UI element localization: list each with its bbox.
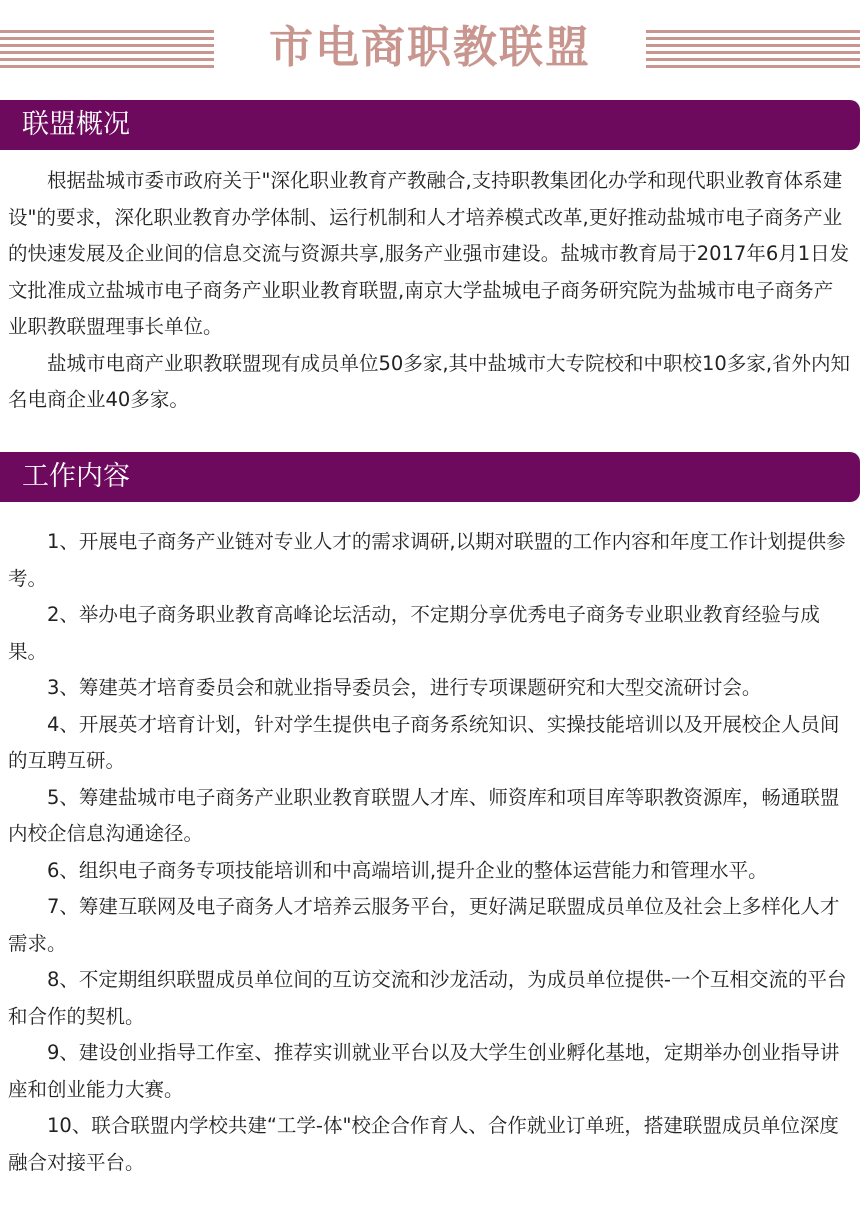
overview-body <box>8 163 852 419</box>
section-heading-work: 工作内容 <box>22 461 130 492</box>
work-item: 3、筹建英才培育委员会和就业指导委员会，进行专项课题研究和大型交流研讨会。 <box>47 676 762 699</box>
work-item: 10、联合联盟内学校共建“工学-体"校企合作育人、合作就业订单班，搭建联盟成员单位深度融合对接平台。 <box>8 1114 839 1174</box>
work-item: 2、举办电子商务职业教育高峰论坛活动，不定期分享优秀电子商务专业职业教育经验与成果。 <box>8 603 820 663</box>
work-item: 6、组织电子商务专项技能培训和中高端培训,提升企业的整体运营能力和管理水平。 <box>47 858 768 882</box>
page-title: 市电商职教联盟 <box>269 22 591 73</box>
work-item: 7、筹建互联网及电子商务人才培养云服务平台，更好满足联盟成员单位及社会上多样化人才需求。 <box>8 895 840 955</box>
work-item: 9、建设创业指导工作室、推荐实训就业平台以及大学生创业孵化基地，定期举办创业指导讲座和创业能力大赛。 <box>8 1041 840 1101</box>
section-heading-overview: 联盟概况 <box>22 109 130 140</box>
overview-paragraph: 盐城市电商产业职教联盟现有成员单位50多家,其中盐城市大专院校和中职校10多家,省外内知名电商企业40多家。 <box>8 351 851 411</box>
overview-paragraph: 根据盐城市委市政府关于"深化职业教育产教融合,支持职教集团化办学和现代职业教育体系建设"的要求，深化职业教育办学体制、运行机制和人才培养模式改革,更好推动盐城市电子商务产业的快速发展及企业间的信息交流与资源共享,服务产业强市建设。盐城市教育局于2017年6月1日发文批准成立盐城市电子商务产业职业教育联盟,南京大学盐城电子商务研究院为盐城市电子商务产业职教联盟理事长单位。 <box>8 169 850 338</box>
left-stripes-decoration <box>0 30 214 68</box>
title-banner <box>0 0 860 96</box>
work-item: 4、开展英才培育计划，针对学生提供电子商务系统知识、实操技能培训以及开展校企人员间的互聘互研。 <box>8 712 840 772</box>
section-header-work <box>0 452 860 502</box>
work-item: 1、开展电子商务产业链对专业人才的需求调研,以期对联盟的工作内容和年度工作计划提供参考。 <box>8 530 846 590</box>
right-stripes-decoration <box>646 30 860 68</box>
section-header-overview <box>0 100 860 150</box>
work-item: 5、筹建盐城市电子商务产业职业教育联盟人才库、师资库和项目库等职教资源库，畅通联盟内校企信息沟通途径。 <box>8 785 840 845</box>
work-item: 8、不定期组织联盟成员单位间的互访交流和沙龙活动，为成员单位提供-一个互相交流的平台和合作的契机。 <box>8 968 847 1028</box>
work-items-list <box>8 524 852 1181</box>
